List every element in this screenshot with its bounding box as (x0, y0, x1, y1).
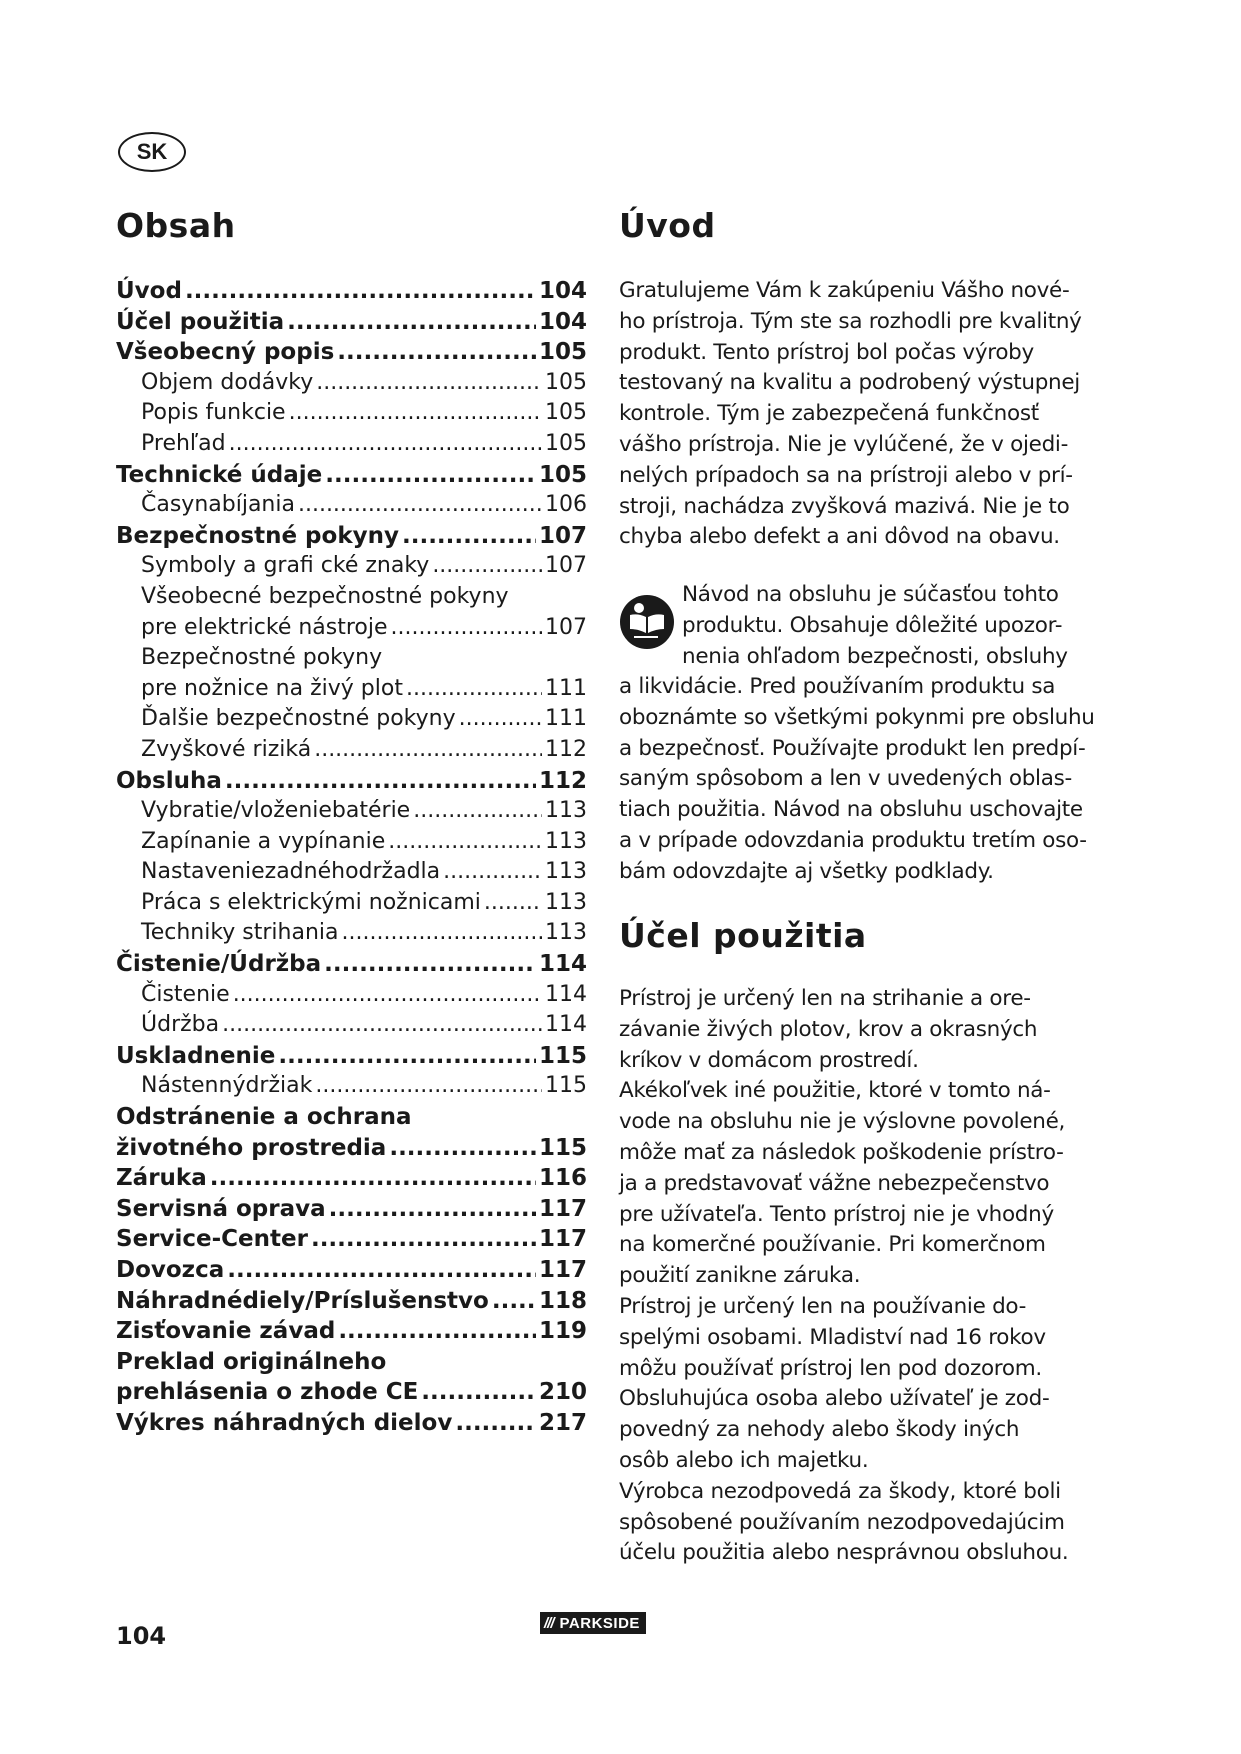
text-line: pre užívateľa. Tento prístroj nie je vhodný (619, 1201, 1054, 1227)
toc-entry-page: 112 (545, 736, 587, 762)
toc-entry (116, 337, 587, 368)
note-text (619, 672, 1099, 888)
toc-entry (116, 1194, 587, 1225)
purpose-paragraph (619, 984, 1099, 1569)
toc-entry (116, 429, 587, 460)
toc-entry (116, 857, 587, 888)
toc-entry-label: Zapínanie a vypínanie (141, 828, 386, 854)
toc-leader-dots (225, 766, 536, 797)
brand-logo (540, 1612, 646, 1634)
text-line: testovaný na kvalitu a podrobený výstupnej (619, 370, 1080, 396)
toc-entry-label: Úvod (116, 278, 182, 304)
toc-entry (116, 704, 587, 735)
purpose-heading: Účel použitia (619, 916, 867, 955)
toc-entry-page: 105 (538, 461, 587, 488)
toc-entry-label: Bezpečnostné pokyny (116, 522, 399, 549)
toc-entry (116, 735, 587, 766)
text-line: povedný za nehody alebo škody iných (619, 1417, 1020, 1443)
toc-entry-page: 116 (538, 1165, 587, 1192)
toc-entry-label: Práca s elektrickými nožnicami (141, 889, 481, 915)
toc-entry (116, 398, 587, 429)
toc-entry-label: Čistenie/Údržba (116, 951, 322, 978)
toc-leader-dots (455, 1408, 536, 1439)
toc-entry-label: Prehľad (141, 430, 226, 456)
toc-entry-page: 115 (538, 1042, 587, 1069)
text-line: produktu. Obsahuje dôležité upozor- (682, 612, 1063, 638)
toc-leader-dots (391, 613, 542, 644)
toc-entry-label: Popis funkcie (141, 400, 286, 426)
toc-entry-label: prehlásenia o zhode CE (116, 1379, 419, 1406)
toc-entry-label: Techniky strihania (141, 920, 339, 946)
toc-entry (116, 551, 587, 582)
toc-leader-dots (443, 857, 542, 888)
text-line: spelými osobami. Mladiství nad 16 rokov (619, 1324, 1046, 1350)
toc-entry-page: 106 (545, 492, 587, 518)
toc-entry (116, 276, 587, 307)
toc-entry-page: 105 (545, 430, 587, 456)
read-manual-icon (618, 593, 676, 651)
toc-entry-page: 111 (545, 706, 587, 732)
toc-entry-label: Objem dodávky (141, 369, 314, 395)
toc-entry (116, 1347, 587, 1408)
text-line: Výrobca nezodpovedá za škody, ktoré boli (619, 1478, 1061, 1504)
toc-leader-dots (227, 1255, 536, 1286)
text-line: tiach použitia. Návod na obsluhu uschovajte (619, 797, 1083, 823)
toc-entry (116, 1255, 587, 1286)
toc-leader-dots (311, 1224, 536, 1255)
toc-entry-label: Výkres náhradných dielov (116, 1409, 453, 1436)
toc-entry (116, 1316, 587, 1347)
toc-leader-dots (388, 827, 542, 858)
toc-leader-dots (338, 1316, 536, 1347)
text-line: Prístroj je určený len na strihanie a ore- (619, 986, 1031, 1011)
text-line: môžu používať prístroj len pod dozorom. (619, 1355, 1042, 1381)
text-line: kríkov v domácom prostredí. (619, 1047, 919, 1073)
text-line: produkt. Tento prístroj bol počas výroby (619, 339, 1034, 365)
toc-entry-page: 107 (538, 522, 587, 549)
text-line: kontrole. Tým je zabezpečená funkčnosť (619, 401, 1039, 427)
toc-leader-dots (337, 337, 536, 368)
toc-entry (116, 1408, 587, 1439)
text-line: môže mať za následok poškodenie prístro- (619, 1139, 1064, 1165)
toc-leader-dots (298, 490, 542, 521)
toc-entry-page: 112 (538, 767, 587, 794)
intro-heading: Úvod (619, 206, 716, 245)
toc-entry (116, 827, 587, 858)
toc-entry (116, 980, 587, 1011)
toc-entry (116, 490, 587, 521)
toc-entry-label: Náhradnédiely/Príslušenstvo (116, 1287, 489, 1314)
toc-entry-page: 117 (538, 1226, 587, 1253)
toc-entry-page: 119 (538, 1318, 587, 1345)
toc-leader-dots (229, 429, 542, 460)
text-line: a v prípade odovzdania produktu tretím oso- (619, 827, 1087, 853)
toc-entry (116, 1286, 587, 1317)
text-line: oboznámte so všetkými pokynmi pre obsluhu (619, 704, 1095, 730)
text-line: ja a predstavovať vážne nebezpečenstvo (619, 1170, 1050, 1196)
toc-leader-dots (484, 888, 542, 919)
text-line: nelých prípadoch sa na prístroji alebo v prí- (619, 462, 1073, 488)
toc-leader-dots (278, 1041, 536, 1072)
text-line: osôb alebo ich majetku. (619, 1447, 869, 1473)
text-line: ho prístroja. Tým ste sa rozhodli pre kvalitný (619, 308, 1082, 334)
toc-entry-page: 105 (545, 369, 587, 395)
toc-entry (116, 766, 587, 797)
toc-entry-page: 113 (545, 798, 587, 824)
toc-entry-page: 113 (545, 920, 587, 946)
brand-slashes: /// (544, 1614, 554, 1632)
brand-name: PARKSIDE (559, 1614, 640, 1632)
toc-entry-label: Nástennýdržiak (141, 1073, 313, 1099)
toc-leader-dots (342, 918, 542, 949)
toc-entry (116, 460, 587, 491)
toc-entry (116, 521, 587, 552)
toc-entry (116, 1071, 587, 1102)
toc-leader-dots (324, 949, 536, 980)
toc-leader-dots (325, 460, 536, 491)
toc-entry-page: 114 (538, 951, 587, 978)
toc-entry-label: pre elektrické nástroje (141, 614, 388, 640)
intro-paragraph (619, 276, 1099, 553)
toc-entry (116, 1102, 587, 1163)
text-line: stroji, nachádza zvyšková mazivá. Nie je to (619, 493, 1070, 519)
toc-entry-page: 210 (538, 1379, 587, 1406)
toc-entry-page: 107 (545, 614, 587, 640)
toc-leader-dots (432, 551, 542, 582)
text-line: vášho prístroja. Nie je vylúčené, že v ojedi- (619, 431, 1069, 457)
toc-entry-label: Údržba (141, 1012, 220, 1038)
toc-entry (116, 1010, 587, 1041)
table-of-contents (116, 276, 587, 1439)
toc-entry-label: Obsluha (116, 767, 222, 794)
toc-leader-dots (406, 674, 542, 705)
toc-entry (116, 1163, 587, 1194)
toc-entry-label: Symboly a grafi cké znaky (141, 553, 430, 579)
toc-entry-page: 104 (538, 308, 587, 335)
toc-entry-page: 107 (545, 553, 587, 579)
toc-leader-dots (421, 1377, 536, 1408)
toc-entry-page: 104 (538, 278, 587, 304)
toc-entry-page: 113 (545, 859, 587, 885)
toc-entry (116, 1041, 587, 1072)
toc-entry-label-line1: Preklad originálneho (116, 1348, 387, 1375)
toc-entry (116, 1224, 587, 1255)
toc-leader-dots (389, 1133, 536, 1164)
toc-entry-label: Servisná oprava (116, 1195, 326, 1222)
text-line: vode na obsluhu nie je výslovne povolené, (619, 1109, 1066, 1135)
toc-entry-page: 113 (545, 828, 587, 854)
text-line: závanie živých plotov, krov a okrasných (619, 1016, 1038, 1042)
text-line: na komerčné používanie. Pri komerčnom (619, 1232, 1046, 1258)
toc-leader-dots (316, 368, 542, 399)
toc-entry-page: 111 (545, 675, 587, 701)
toc-entry-page: 113 (545, 889, 587, 915)
toc-leader-dots (287, 307, 536, 338)
toc-entry-page: 105 (545, 400, 587, 426)
toc-entry-label: Service-Center (116, 1226, 308, 1253)
toc-entry-label: Účel použitia (116, 308, 285, 335)
text-line: Prístroj je určený len na používanie do- (619, 1293, 1027, 1319)
toc-entry (116, 582, 587, 643)
toc-leader-dots (222, 1010, 542, 1041)
toc-entry-label: Čistenie (141, 981, 230, 1007)
toc-entry (116, 888, 587, 919)
toc-entry-label: Všeobecný popis (116, 339, 335, 366)
toc-entry-label: pre nožnice na živý plot (141, 675, 403, 701)
toc-entry (116, 307, 587, 338)
text-line: bám odovzdajte aj všetky podklady. (619, 858, 994, 884)
toc-entry-page: 105 (538, 339, 587, 366)
text-line: Návod na obsluhu je súčasťou tohto (682, 582, 1059, 607)
toc-entry (116, 368, 587, 399)
toc-entry-page: 117 (538, 1257, 587, 1283)
text-line: Obsluhujúca osoba alebo užívateľ je zod- (619, 1386, 1050, 1412)
toc-entry (116, 643, 587, 704)
text-line: účelu použitia alebo nesprávnou obsluhou. (619, 1540, 1069, 1566)
toc-entry-page: 217 (538, 1409, 587, 1436)
toc-entry-page: 118 (538, 1287, 587, 1314)
toc-leader-dots (329, 1194, 536, 1225)
toc-entry-label-line1: Odstránenie a ochrana (116, 1104, 412, 1131)
toc-entry (116, 949, 587, 980)
toc-entry-label: Záruka (116, 1165, 207, 1192)
text-line: Akékoľvek iné použitie, ktoré v tomto ná- (619, 1078, 1051, 1104)
toc-leader-dots (233, 980, 542, 1011)
toc-entry-label: životného prostredia (116, 1134, 387, 1161)
toc-entry-page: 117 (538, 1195, 587, 1222)
toc-entry (116, 918, 587, 949)
toc-entry-label: Nastaveniezadnéhodržadla (141, 859, 441, 885)
toc-title: Obsah (116, 206, 236, 245)
text-line: Gratulujeme Vám k zakúpeniu Vášho nové- (619, 278, 1070, 303)
language-badge: SK (118, 132, 186, 172)
text-line: nenia ohľadom bezpečnosti, obsluhy (682, 643, 1068, 669)
toc-entry-page: 115 (538, 1134, 587, 1161)
note-indented-text (682, 580, 1102, 672)
text-line: chyba alebo defekt a ani dôvod na obavu. (619, 524, 1060, 550)
toc-entry-label: Zisťovanie závad (116, 1318, 336, 1345)
toc-leader-dots (210, 1163, 536, 1194)
toc-entry-label: Dovozca (116, 1257, 225, 1283)
text-line: spôsobené používaním nezodpovedajúcim (619, 1509, 1065, 1535)
toc-entry-label: Časynabíjania (141, 492, 295, 518)
toc-entry-label-line1: Všeobecné bezpečnostné pokyny (141, 583, 509, 609)
toc-entry (116, 796, 587, 827)
toc-entry-page: 114 (545, 1012, 587, 1038)
text-line: a bezpečnosť. Používajte produkt len predpí- (619, 735, 1086, 761)
text-line: saným spôsobom a len v uvedených oblas- (619, 766, 1072, 792)
toc-entry-label: Zvyškové riziká (141, 736, 312, 762)
page-number: 104 (116, 1622, 167, 1650)
toc-leader-dots (185, 276, 536, 307)
toc-leader-dots (289, 398, 542, 429)
text-line: a likvidácie. Pred používaním produktu sa (619, 674, 1056, 699)
toc-entry-label-line1: Bezpečnostné pokyny (141, 645, 383, 671)
toc-entry-label: Technické údaje (116, 461, 323, 488)
toc-leader-dots (402, 521, 536, 552)
toc-leader-dots (459, 704, 542, 735)
toc-entry-label: Vybratie/vloženiebatérie (141, 798, 411, 824)
toc-entry-page: 114 (545, 981, 587, 1007)
toc-entry-label: Uskladnenie (116, 1042, 276, 1069)
toc-entry-page: 115 (545, 1073, 587, 1099)
toc-entry-label: Ďalšie bezpečnostné pokyny (141, 706, 456, 732)
toc-leader-dots (492, 1286, 536, 1317)
toc-leader-dots (413, 796, 542, 827)
text-line: použití zanikne záruka. (619, 1263, 861, 1289)
toc-leader-dots (314, 735, 542, 766)
toc-leader-dots (315, 1071, 542, 1102)
